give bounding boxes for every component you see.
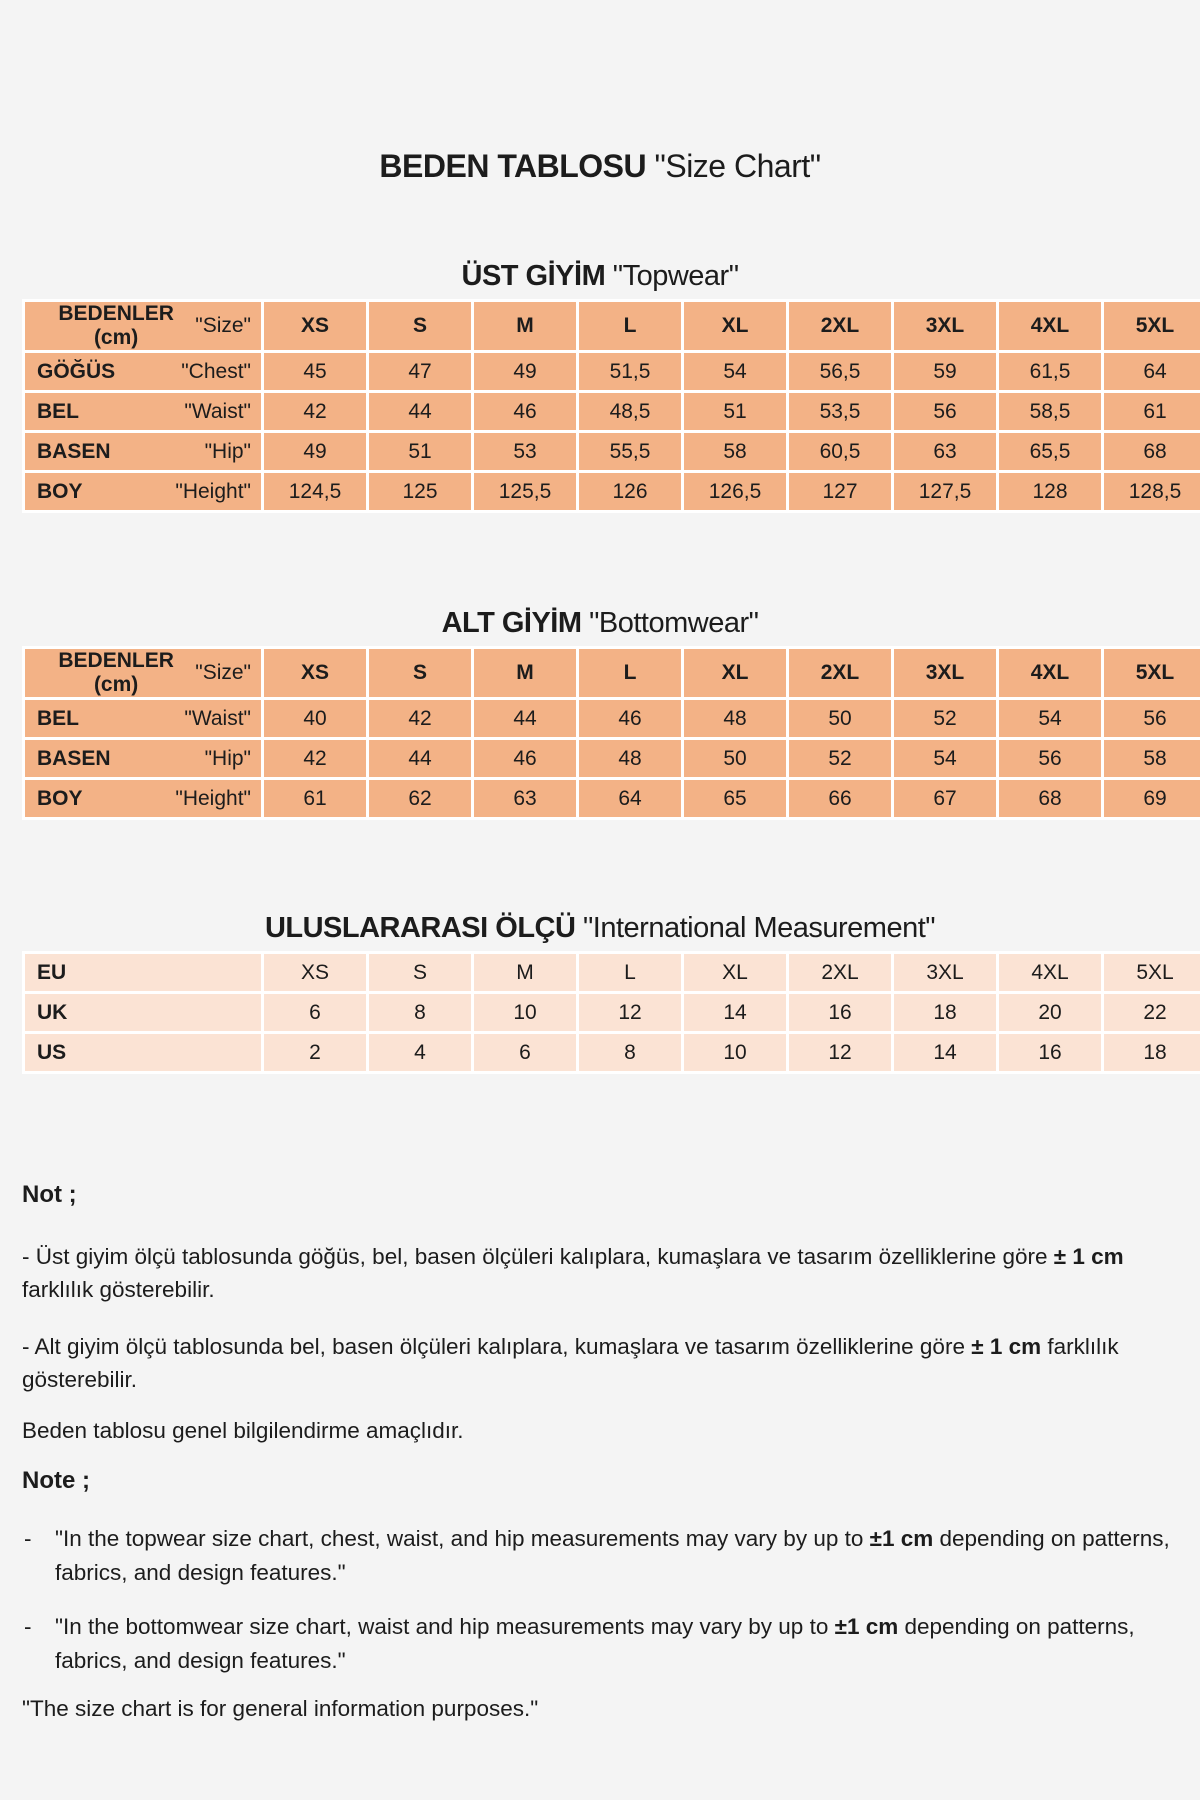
row-label-cell	[24, 779, 263, 819]
size-column-header: 4XL	[998, 648, 1103, 699]
note-en-bottomwear-paragraph	[55, 1610, 1170, 1678]
measurement-value: 18	[1103, 1033, 1200, 1073]
measurement-value: 46	[473, 392, 578, 432]
row-label-english: "Chest"	[181, 359, 251, 383]
measurement-value: 56,5	[788, 352, 893, 392]
measurement-value: 48,5	[578, 392, 683, 432]
measurement-value: 48	[578, 739, 683, 779]
note-tr-bottomwear-tail: farklılık gösterebilir.	[22, 1334, 1119, 1392]
measurement-row	[24, 1033, 1200, 1073]
measurement-value: M	[473, 953, 578, 993]
row-label-turkish: BOY	[37, 479, 83, 503]
note-en-bottomwear-bold: ±1 cm	[834, 1614, 899, 1639]
measurement-value: 49	[263, 432, 368, 472]
measurement-value: 68	[1103, 432, 1200, 472]
measurement-value: 124,5	[263, 472, 368, 512]
note-tr-topwear	[22, 1240, 1170, 1306]
measurement-value: 53	[473, 432, 578, 472]
measurement-value: 12	[578, 993, 683, 1033]
measurement-value: 62	[368, 779, 473, 819]
measurement-row	[24, 392, 1200, 432]
size-column-header: 4XL	[998, 301, 1103, 352]
international-heading	[0, 910, 1200, 946]
note-en-topwear-paragraph	[55, 1522, 1170, 1590]
measurement-value: L	[578, 953, 683, 993]
measurement-value: 45	[263, 352, 368, 392]
row-label-turkish: GÖĞÜS	[37, 359, 116, 383]
measurement-value: 4XL	[998, 953, 1103, 993]
notes-section	[22, 1180, 1170, 1724]
bottomwear-heading-turkish: ALT GİYİM	[441, 607, 582, 639]
note-tr-topwear-tail: farklılık gösterebilir.	[22, 1277, 215, 1302]
note-tr-general: Beden tablosu genel bilgilendirme amaçlıdır.	[22, 1418, 464, 1443]
row-label-cell	[24, 301, 263, 352]
row-label-english: "Hip"	[204, 439, 251, 463]
row-label-english: "Hip"	[204, 746, 251, 770]
size-column-header: XS	[263, 648, 368, 699]
measurement-value: 14	[893, 1033, 998, 1073]
measurement-value: 63	[893, 432, 998, 472]
measurement-value: 51	[683, 392, 788, 432]
page-title-turkish: BEDEN TABLOSU	[379, 148, 647, 184]
measurement-value: 44	[368, 392, 473, 432]
note-en-bottomwear-tail: depending on patterns, fabrics, and design features."	[55, 1614, 1135, 1673]
measurement-value: 59	[893, 352, 998, 392]
measurement-value: 51,5	[578, 352, 683, 392]
row-label-turkish: BEL	[37, 399, 79, 423]
measurement-value: 51	[368, 432, 473, 472]
measurement-value: 55,5	[578, 432, 683, 472]
size-column-header: 5XL	[1103, 301, 1200, 352]
measurement-value: 56	[893, 392, 998, 432]
measurement-value: 6	[263, 993, 368, 1033]
measurement-value: 14	[683, 993, 788, 1033]
measurement-row	[24, 699, 1200, 739]
international-size-table	[22, 951, 1200, 1074]
measurement-value: 42	[263, 739, 368, 779]
note-en-topwear-text: "In the topwear size chart, chest, waist, and hip measurements may vary by up to	[55, 1526, 870, 1551]
measurement-value: 64	[1103, 352, 1200, 392]
row-label-turkish: EU	[37, 960, 67, 984]
measurement-value: 128	[998, 472, 1103, 512]
row-label-cell	[24, 1033, 263, 1073]
not-heading: Not ;	[22, 1181, 77, 1208]
measurement-value: 52	[893, 699, 998, 739]
size-column-header: 2XL	[788, 648, 893, 699]
size-column-header: M	[473, 648, 578, 699]
row-label-turkish: BASEN	[37, 746, 111, 770]
measurement-row	[24, 472, 1200, 512]
measurement-value: 44	[368, 739, 473, 779]
note-en-bottomwear-text: "In the bottomwear size chart, waist and hip measurements may vary by up to	[55, 1614, 835, 1639]
measurement-value: 66	[788, 779, 893, 819]
measurement-row	[24, 739, 1200, 779]
row-label-cell	[24, 432, 263, 472]
measurement-row	[24, 953, 1200, 993]
measurement-value: 56	[1103, 699, 1200, 739]
size-header-row	[24, 648, 1200, 699]
measurement-value: 50	[788, 699, 893, 739]
note-en-topwear	[22, 1522, 1170, 1590]
topwear-heading-english: "Topwear"	[612, 260, 739, 292]
international-heading-turkish: ULUSLARARASI ÖLÇÜ	[264, 912, 576, 944]
note-en-general: "The size chart is for general information purposes."	[22, 1696, 539, 1721]
measurement-value: 125,5	[473, 472, 578, 512]
measurement-value: 8	[578, 1033, 683, 1073]
row-label-cell	[24, 699, 263, 739]
size-column-header: XL	[683, 301, 788, 352]
row-label-turkish: US	[37, 1040, 67, 1064]
measurement-value: 126	[578, 472, 683, 512]
measurement-value: 10	[473, 993, 578, 1033]
size-column-header: 3XL	[893, 301, 998, 352]
measurement-value: 69	[1103, 779, 1200, 819]
measurement-value: 64	[578, 779, 683, 819]
topwear-heading-turkish: ÜST GİYİM	[461, 260, 606, 292]
row-label-cell	[24, 953, 263, 993]
measurement-value: 58,5	[998, 392, 1103, 432]
note-en-topwear-bold: ±1 cm	[869, 1526, 934, 1551]
measurement-value: 42	[368, 699, 473, 739]
page-title-english: "Size Chart"	[654, 148, 821, 184]
international-heading-english: "International Measurement"	[583, 912, 936, 944]
measurement-value: 22	[1103, 993, 1200, 1033]
size-column-header: 5XL	[1103, 648, 1200, 699]
row-label-english: "Size"	[195, 314, 251, 337]
note-tr-topwear-bold: ± 1 cm	[1053, 1244, 1124, 1269]
measurement-value: 47	[368, 352, 473, 392]
row-label-turkish: BEDENLER (cm)	[58, 649, 174, 696]
row-label-turkish: BOY	[37, 786, 83, 810]
row-label-cell	[24, 472, 263, 512]
row-label-cell	[24, 648, 263, 699]
measurement-value: 2	[263, 1033, 368, 1073]
row-label-english: "Height"	[175, 786, 251, 810]
measurement-value: 16	[998, 1033, 1103, 1073]
topwear-size-table	[22, 299, 1200, 513]
note-tr-bottomwear-bold: ± 1 cm	[971, 1334, 1042, 1359]
row-label-cell	[24, 352, 263, 392]
note-en-bottomwear	[22, 1610, 1170, 1678]
note-en-topwear-tail: depending on patterns, fabrics, and design features."	[55, 1526, 1170, 1585]
measurement-value: 63	[473, 779, 578, 819]
row-label-turkish: UK	[37, 1000, 68, 1024]
measurement-value: 8	[368, 993, 473, 1033]
note-tr-topwear-text: - Üst giyim ölçü tablosunda göğüs, bel, basen ölçüleri kalıplara, kumaşlara ve tasarım özelliklerine göre	[22, 1244, 1054, 1269]
measurement-value: 10	[683, 1033, 788, 1073]
measurement-value: 49	[473, 352, 578, 392]
measurement-value: XS	[263, 953, 368, 993]
measurement-value: 60,5	[788, 432, 893, 472]
row-label-turkish: BEL	[37, 706, 79, 730]
measurement-value: 65	[683, 779, 788, 819]
measurement-value: 16	[788, 993, 893, 1033]
row-label-english: "Height"	[175, 479, 251, 503]
measurement-value: 50	[683, 739, 788, 779]
measurement-value: 127,5	[893, 472, 998, 512]
size-column-header: L	[578, 648, 683, 699]
measurement-value: 48	[683, 699, 788, 739]
size-column-header: XS	[263, 301, 368, 352]
note-heading: Note ;	[22, 1467, 90, 1494]
bottomwear-heading-english: "Bottomwear"	[589, 607, 759, 639]
size-column-header: XL	[683, 648, 788, 699]
measurement-value: 46	[578, 699, 683, 739]
topwear-heading	[0, 258, 1200, 294]
measurement-value: 54	[683, 352, 788, 392]
measurement-value: 52	[788, 739, 893, 779]
bottomwear-heading	[0, 605, 1200, 641]
measurement-value: 65,5	[998, 432, 1103, 472]
measurement-value: 44	[473, 699, 578, 739]
measurement-value: XL	[683, 953, 788, 993]
note-tr-bottomwear	[22, 1330, 1170, 1396]
measurement-row	[24, 432, 1200, 472]
measurement-value: 128,5	[1103, 472, 1200, 512]
row-label-turkish: BEDENLER (cm)	[58, 302, 174, 349]
measurement-value: 4	[368, 1033, 473, 1073]
measurement-value: 42	[263, 392, 368, 432]
measurement-value: 67	[893, 779, 998, 819]
size-column-header: 2XL	[788, 301, 893, 352]
size-header-row	[24, 301, 1200, 352]
measurement-row	[24, 352, 1200, 392]
note-tr-bottomwear-text: - Alt giyim ölçü tablosunda bel, basen ölçüleri kalıplara, kumaşlara ve tasarım özelliklerine göre	[22, 1334, 972, 1359]
size-column-header: 3XL	[893, 648, 998, 699]
measurement-value: 5XL	[1103, 953, 1200, 993]
row-label-cell	[24, 739, 263, 779]
measurement-value: 54	[998, 699, 1103, 739]
measurement-value: 58	[683, 432, 788, 472]
measurement-value: 125	[368, 472, 473, 512]
measurement-row	[24, 779, 1200, 819]
row-label-cell	[24, 993, 263, 1033]
measurement-value: S	[368, 953, 473, 993]
measurement-value: 53,5	[788, 392, 893, 432]
measurement-row	[24, 993, 1200, 1033]
page-title	[0, 0, 1200, 186]
measurement-value: 61	[263, 779, 368, 819]
measurement-value: 12	[788, 1033, 893, 1073]
measurement-value: 58	[1103, 739, 1200, 779]
measurement-value: 2XL	[788, 953, 893, 993]
measurement-value: 56	[998, 739, 1103, 779]
measurement-value: 6	[473, 1033, 578, 1073]
size-column-header: L	[578, 301, 683, 352]
row-label-cell	[24, 392, 263, 432]
measurement-value: 18	[893, 993, 998, 1033]
size-column-header: S	[368, 301, 473, 352]
measurement-value: 3XL	[893, 953, 998, 993]
measurement-value: 61,5	[998, 352, 1103, 392]
row-label-english: "Waist"	[184, 399, 251, 423]
row-label-turkish: BASEN	[37, 439, 111, 463]
measurement-value: 68	[998, 779, 1103, 819]
size-column-header: M	[473, 301, 578, 352]
measurement-value: 127	[788, 472, 893, 512]
measurement-value: 40	[263, 699, 368, 739]
size-column-header: S	[368, 648, 473, 699]
row-label-english: "Size"	[195, 661, 251, 684]
bullet-dash: -	[24, 1614, 32, 1639]
measurement-value: 20	[998, 993, 1103, 1033]
measurement-value: 61	[1103, 392, 1200, 432]
measurement-value: 126,5	[683, 472, 788, 512]
bullet-dash: -	[24, 1526, 32, 1551]
measurement-value: 46	[473, 739, 578, 779]
row-label-english: "Waist"	[184, 706, 251, 730]
bottomwear-size-table	[22, 646, 1200, 820]
measurement-value: 54	[893, 739, 998, 779]
